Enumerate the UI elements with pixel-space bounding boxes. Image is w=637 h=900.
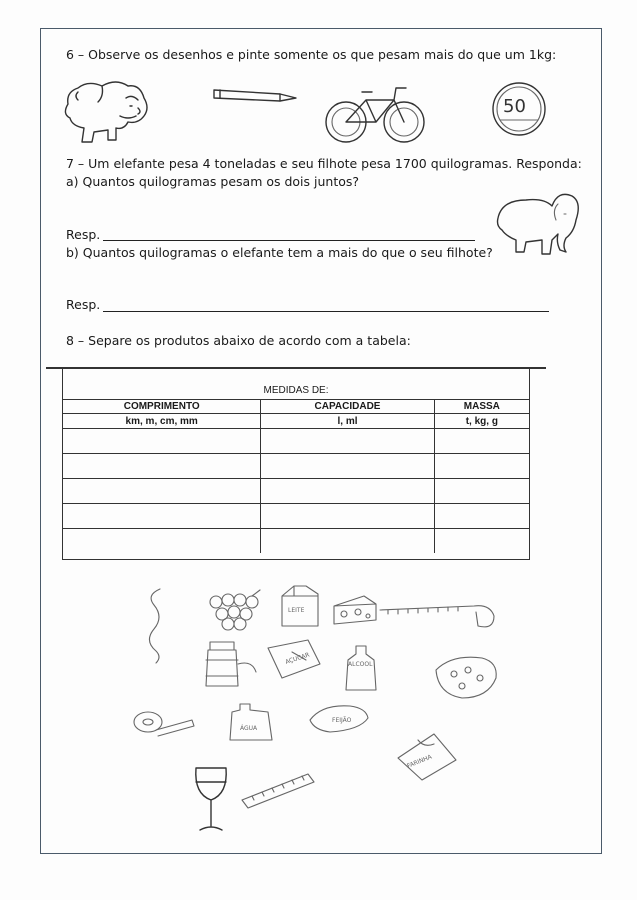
- alcool-label: ALCOOL: [348, 661, 373, 668]
- table-cell[interactable]: [261, 504, 434, 529]
- table-cell[interactable]: [63, 479, 261, 504]
- beans-bag-icon: [306, 700, 372, 736]
- coin-icon[interactable]: [490, 80, 548, 140]
- answer-line-7a[interactable]: [103, 240, 475, 241]
- leite-label: LEITE: [288, 607, 305, 614]
- ruler-icon: [238, 768, 318, 812]
- jar-icon: [200, 638, 260, 690]
- header-capacidade: CAPACIDADE: [261, 400, 434, 414]
- table-cell[interactable]: [434, 479, 529, 504]
- question-8-text: 8 – Separe os produtos abaixo de acordo com a tabela:: [66, 333, 411, 348]
- flour-bag-icon: [394, 730, 460, 782]
- table-cell[interactable]: [434, 504, 529, 529]
- wine-glass-icon: [190, 764, 232, 836]
- rope-icon: [140, 585, 176, 665]
- tape-measure-icon: [378, 596, 500, 636]
- header-comprimento: COMPRIMENTO: [63, 400, 261, 414]
- table-cell[interactable]: [63, 454, 261, 479]
- measures-table: [62, 368, 530, 560]
- grapes-icon: [204, 588, 264, 634]
- units-comprimento: km, m, cm, mm: [63, 414, 261, 429]
- table-caption: MEDIDAS DE:: [263, 385, 329, 396]
- alcohol-bottle-icon: [340, 644, 384, 694]
- sugar-bag-icon: [262, 636, 326, 682]
- header-massa: MASSA: [434, 400, 529, 414]
- question-6-text: 6 – Observe os desenhos e pinte somente os que pesam mais do que um 1kg:: [66, 47, 557, 62]
- table-cell[interactable]: [434, 529, 529, 554]
- table-cell[interactable]: [434, 429, 529, 454]
- fabric-icon: [432, 650, 502, 704]
- farinha-label: FARINHA: [406, 753, 433, 770]
- cheese-icon: [330, 592, 380, 628]
- table-cell[interactable]: [261, 479, 434, 504]
- table-cell[interactable]: [261, 529, 434, 554]
- agua-label: ÁGUA: [240, 725, 258, 732]
- elephant-icon[interactable]: [492, 180, 584, 260]
- question-7a-text: a) Quantos quilogramas pesam os dois juntos?: [66, 174, 360, 189]
- water-jug-icon: [226, 700, 278, 744]
- units-capacidade: l, ml: [261, 414, 434, 429]
- question-7b-resp-label: Resp.: [66, 297, 101, 312]
- table-cell[interactable]: [261, 454, 434, 479]
- answer-line-7b[interactable]: [103, 311, 549, 312]
- table-cell[interactable]: [434, 454, 529, 479]
- milk-carton-icon: [276, 582, 324, 630]
- table-cell[interactable]: [261, 429, 434, 454]
- question-7a-resp-label: Resp.: [66, 227, 101, 242]
- question-7-text: 7 – Um elefante pesa 4 toneladas e seu filhote pesa 1700 quilogramas. Responda:: [66, 156, 582, 171]
- acucar-label: AÇUCAR: [284, 651, 311, 666]
- pencil-icon[interactable]: [210, 84, 300, 106]
- table-cell[interactable]: [63, 504, 261, 529]
- table-cell[interactable]: [63, 429, 261, 454]
- table-cell[interactable]: [63, 529, 261, 554]
- bicycle-icon[interactable]: [320, 80, 430, 148]
- measuring-tape-roll-icon: [130, 706, 200, 740]
- units-massa: t, kg, g: [434, 414, 529, 429]
- coin-value: 50: [503, 96, 526, 117]
- dog-icon[interactable]: [58, 70, 158, 150]
- feijao-label: FEIJÃO: [332, 717, 352, 724]
- question-7b-text: b) Quantos quilogramas o elefante tem a mais do que o seu filhote?: [66, 245, 493, 260]
